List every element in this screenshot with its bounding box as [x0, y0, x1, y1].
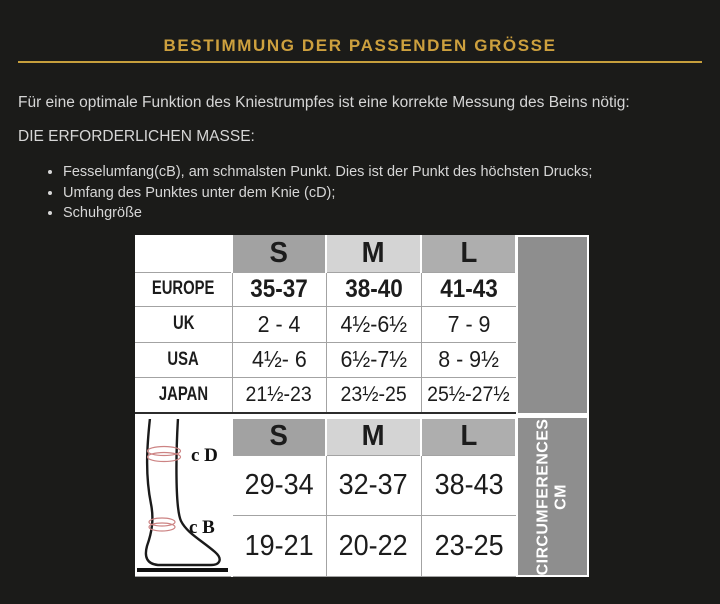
table-header-row	[135, 419, 516, 456]
size-header-l: L	[421, 419, 516, 456]
table-row	[135, 306, 516, 342]
size-chart-tables	[135, 235, 516, 577]
shoe-size-table	[135, 235, 517, 414]
size-cell: 8 - 9½	[421, 342, 516, 377]
table-header-row	[135, 235, 516, 272]
circumference-cell: 29-34	[232, 456, 326, 516]
circumference-cell: 38-43	[421, 456, 516, 516]
size-cell: 35-37	[232, 272, 326, 306]
leg-diagram-cell	[135, 419, 232, 577]
region-label-cell: USA	[135, 342, 232, 377]
region-label-cell: UK	[135, 306, 232, 342]
circumference-cell: 23-25	[421, 516, 516, 577]
circumference-cell: 19-21	[232, 516, 326, 577]
side-column	[518, 235, 587, 577]
size-cell: 6½-7½	[326, 342, 421, 377]
size-header-m: M	[326, 419, 421, 456]
size-header-l: L	[421, 235, 516, 272]
circumference-cell: 32-37	[326, 456, 421, 516]
circumferences-cm-label: CIRCUMFERENCES CM	[534, 418, 570, 575]
list-item: • Umfang des Punktes unter dem Knie (cD);	[63, 183, 706, 204]
circumference-cell: 20-22	[326, 516, 421, 577]
side-column-top-block	[518, 237, 587, 413]
cb-label: c B	[189, 517, 215, 538]
size-chart	[135, 235, 589, 577]
size-cell: 41-43	[421, 272, 516, 306]
table-row	[135, 272, 516, 306]
title-divider	[18, 61, 702, 63]
size-cell: 21½-23	[232, 377, 326, 413]
intro-text: Für eine optimale Funktion des Kniestrumpfes ist eine korrekte Messung des Beins nötig:	[18, 94, 630, 111]
size-header-s: S	[232, 235, 326, 272]
region-label-cell: EUROPE	[135, 272, 232, 306]
blank-cell	[135, 235, 232, 272]
circumference-table	[135, 419, 517, 578]
table-row	[135, 342, 516, 377]
side-column-units-block	[518, 418, 587, 575]
size-cell: 7 - 9	[421, 306, 516, 342]
region-label-cell: JAPAN	[135, 377, 232, 413]
size-cell: 4½- 6	[232, 342, 326, 377]
size-cell: 23½-25	[326, 377, 421, 413]
size-cell: 25½-27½	[421, 377, 516, 413]
size-header-s: S	[232, 419, 326, 456]
vertical-label-wrap	[518, 418, 587, 575]
table-row	[135, 377, 516, 413]
size-header-m: M	[326, 235, 421, 272]
size-cell: 38-40	[326, 272, 421, 306]
list-item: • Schuhgröße	[63, 203, 706, 224]
cd-label: c D	[191, 445, 218, 466]
page-title: BESTIMMUNG DER PASSENDEN GRÖSSE	[163, 36, 557, 55]
size-cell: 2 - 4	[232, 306, 326, 342]
measures-title: DIE ERFORDERLICHEN MASSE:	[18, 128, 255, 145]
measures-list	[47, 162, 706, 224]
size-cell: 4½-6½	[326, 306, 421, 342]
leg-diagram	[135, 419, 230, 575]
list-item: • Fesselumfang(cB), am schmalsten Punkt. Dies ist der Punkt des höchsten Drucks;	[63, 162, 706, 183]
